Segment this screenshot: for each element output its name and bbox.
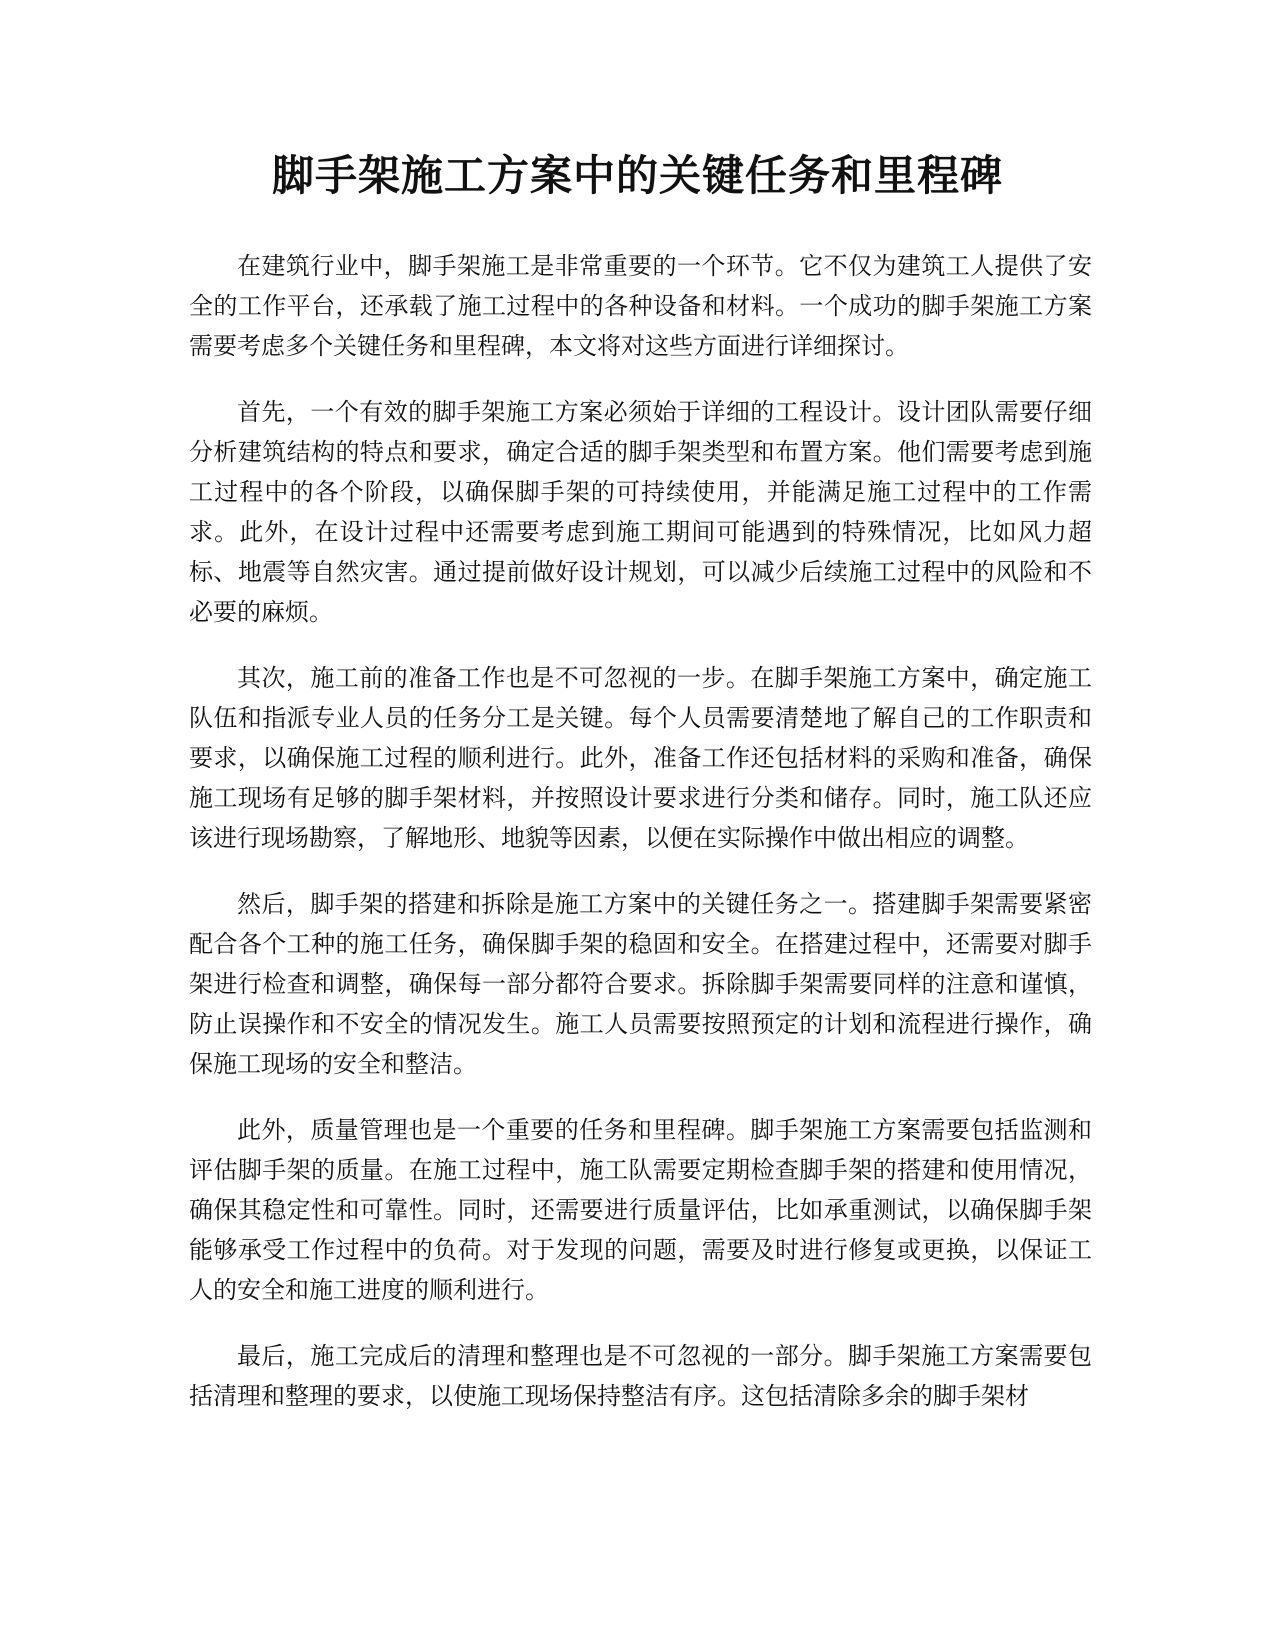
document-body [189, 246, 1092, 1442]
paragraph-intro: 在建筑行业中，脚手架施工是非常重要的一个环节。它不仅为建筑工人提供了安全的工作平台，还承载了施工过程中的各种设备和材料。一个成功的脚手架施工方案需要考虑多个关键任务和里程碑，本文将对这些方面进行详细探讨。 [189, 252, 1092, 360]
paragraph-erection-removal: 然后，脚手架的搭建和拆除是施工方案中的关键任务之一。搭建脚手架需要紧密配合各个工种的施工任务，确保脚手架的稳固和安全。在搭建过程中，还需要对脚手架进行检查和调整，确保每一部分都符合要求。拆除脚手架需要同样的注意和谨慎，防止误操作和不安全的情况发生。施工人员需要按照预定的计划和流程进行操作，确保施工现场的安全和整洁。 [189, 890, 1092, 1078]
paragraph-quality: 此外，质量管理也是一个重要的任务和里程碑。脚手架施工方案需要包括监测和评估脚手架的质量。在施工过程中，施工队需要定期检查脚手架的搭建和使用情况，确保其稳定性和可靠性。同时，还需要进行质量评估，比如承重测试，以确保脚手架能够承受工作过程中的负荷。对于发现的问题，需要及时进行修复或更换，以保证工人的安全和施工进度的顺利进行。 [189, 1116, 1092, 1304]
paragraph-cleanup: 最后，施工完成后的清理和整理也是不可忽视的一部分。脚手架施工方案需要包括清理和整理的要求，以使施工现场保持整洁有序。这包括清除多余的脚手架材 [189, 1342, 1092, 1410]
document-title: 脚手架施工方案中的关键任务和里程碑 [271, 151, 1003, 200]
paragraph-design: 首先，一个有效的脚手架施工方案必须始于详细的工程设计。设计团队需要仔细分析建筑结构的特点和要求，确定合适的脚手架类型和布置方案。他们需要考虑到施工过程中的各个阶段，以确保脚手架的可持续使用，并能满足施工过程中的工作需求。此外，在设计过程中还需要考虑到施工期间可能遇到的特殊情况，比如风力超标、地震等自然灾害。通过提前做好设计规划，可以减少后续施工过程中的风险和不必要的麻烦。 [189, 398, 1092, 626]
paragraph-preparation: 其次，施工前的准备工作也是不可忽视的一步。在脚手架施工方案中，确定施工队伍和指派专业人员的任务分工是关键。每个人员需要清楚地了解自己的工作职责和要求，以确保施工过程的顺利进行。此外，准备工作还包括材料的采购和准备，确保施工现场有足够的脚手架材料，并按照设计要求进行分类和储存。同时，施工队还应该进行现场勘察，了解地形、地貌等因素，以便在实际操作中做出相应的调整。 [189, 664, 1092, 852]
